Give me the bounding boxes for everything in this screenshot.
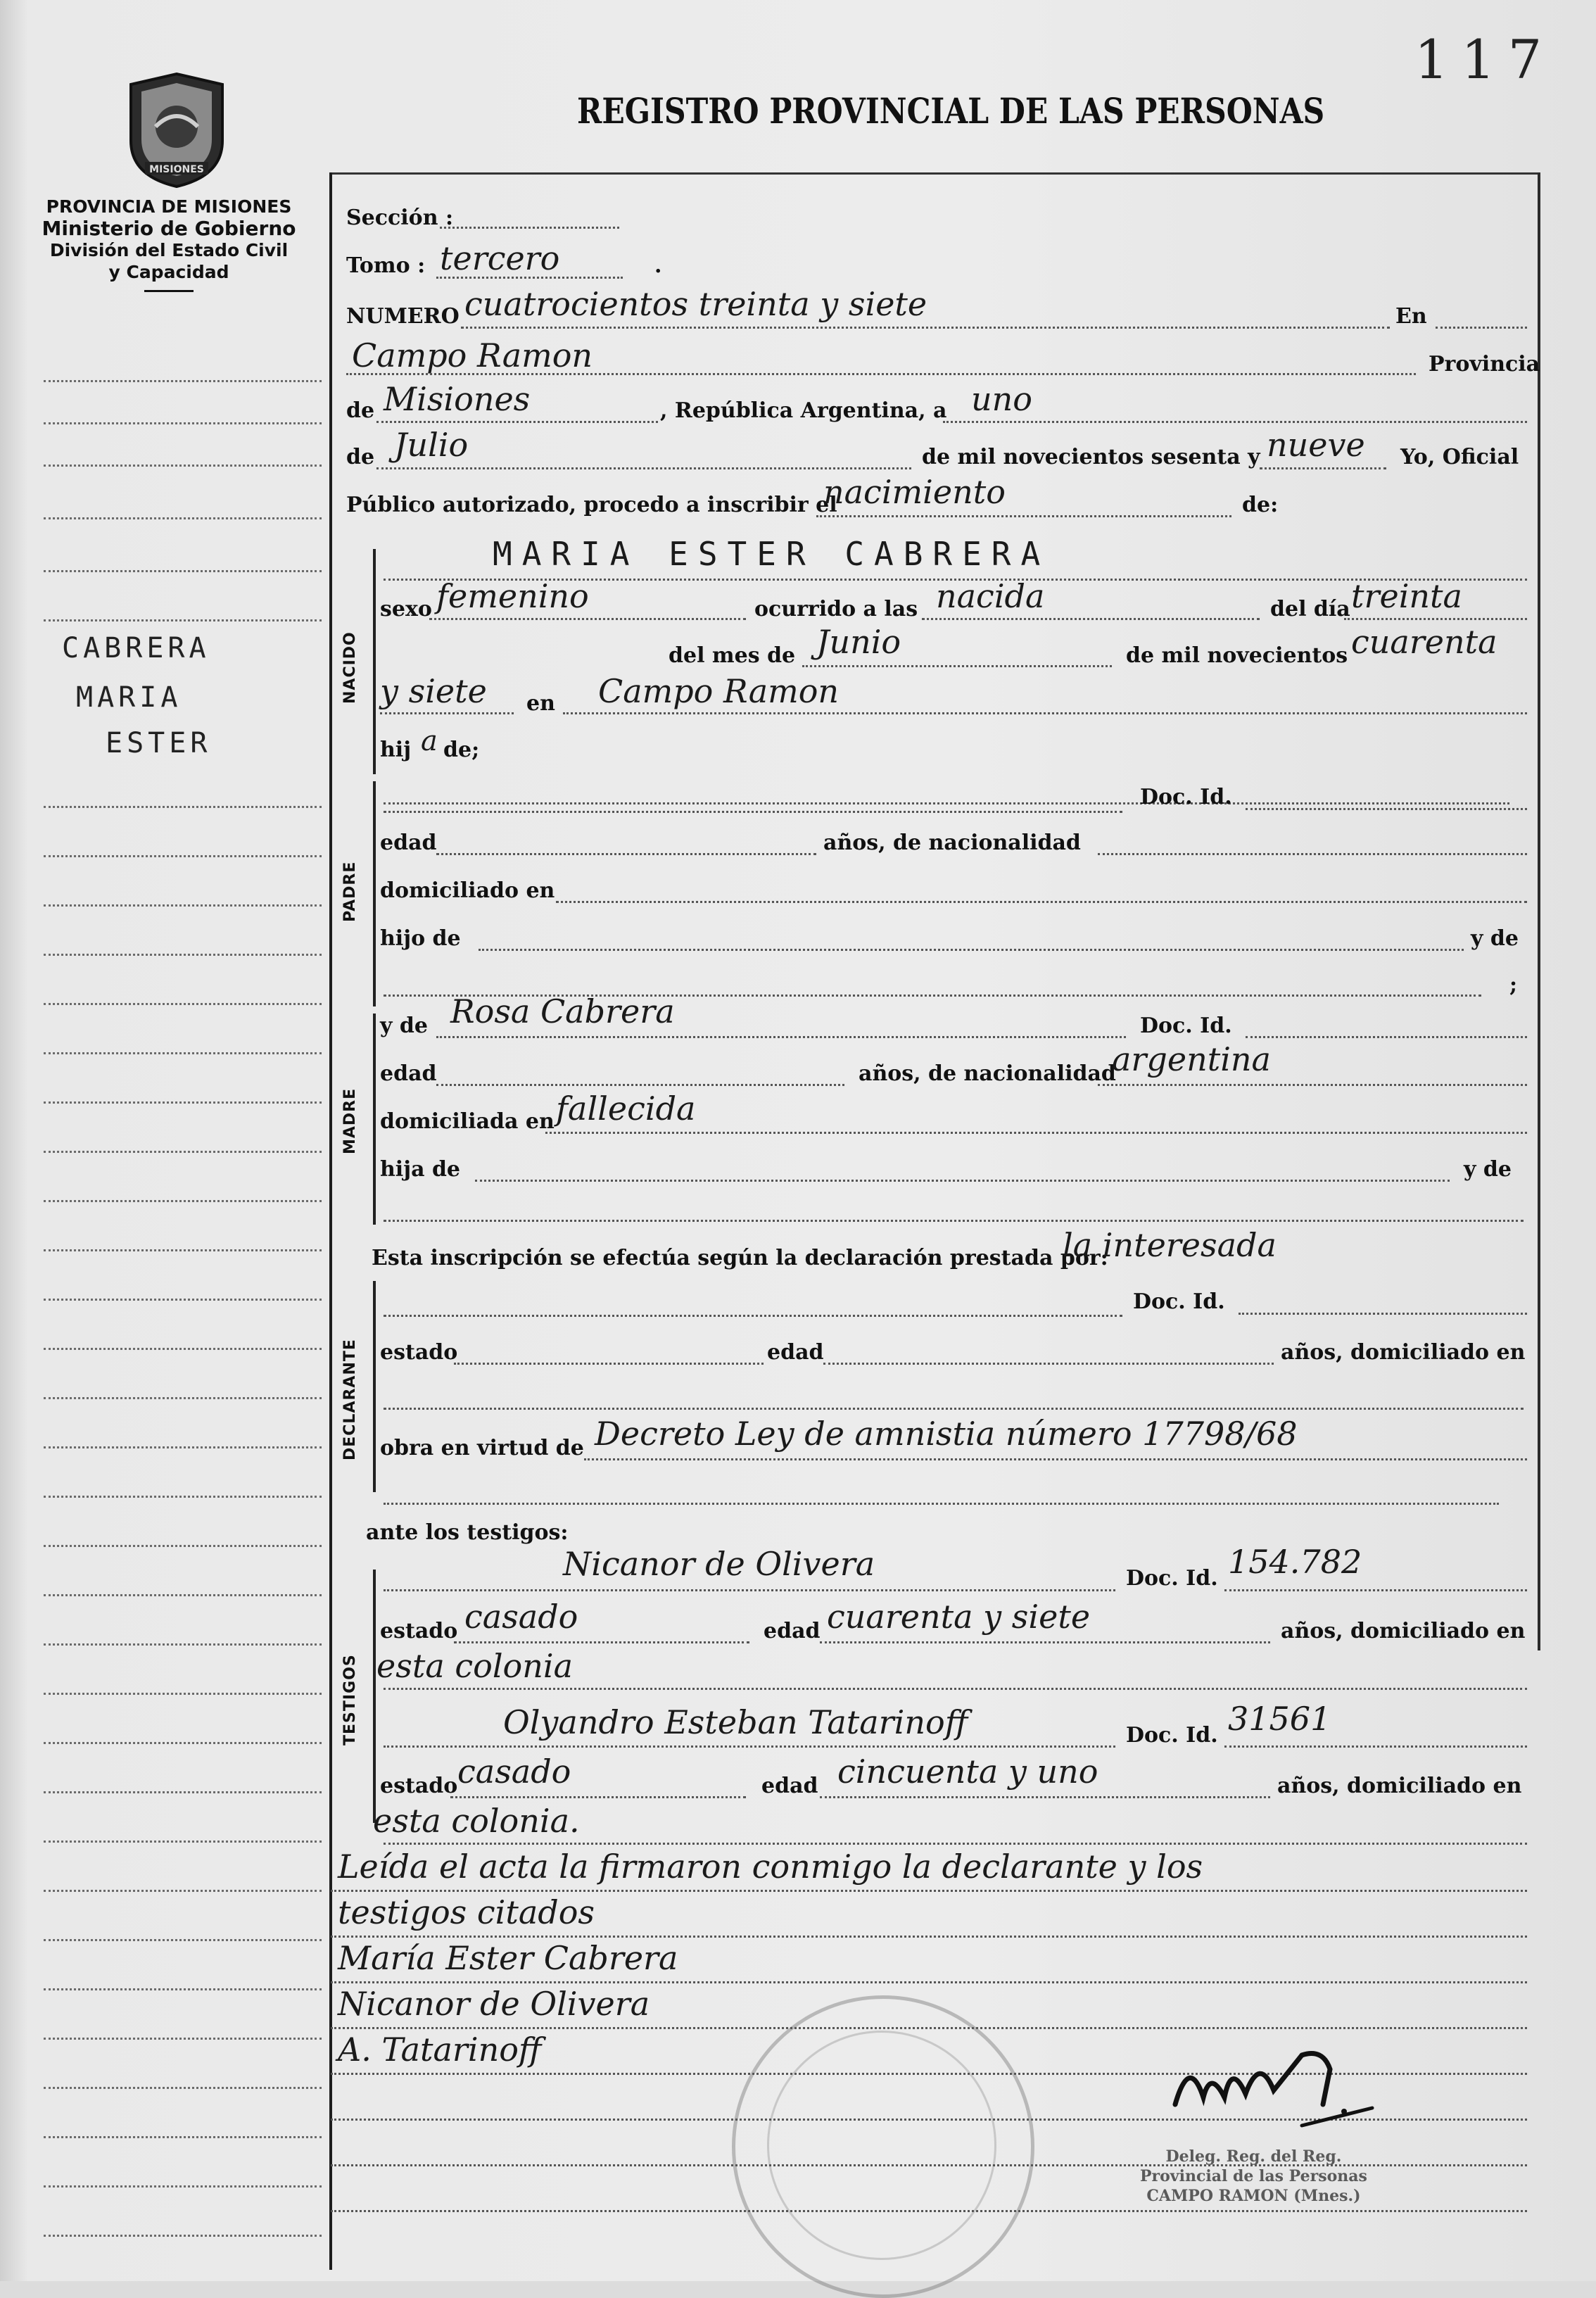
agency-line1: PROVINCIA DE MISIONES xyxy=(46,196,292,217)
hijo-suffix: a xyxy=(421,725,438,757)
page-number: 117 xyxy=(1414,28,1555,91)
declarante-dom-label: años, domiciliado en xyxy=(1281,1340,1526,1365)
agency-block xyxy=(28,196,310,292)
margin-secondname: ESTER xyxy=(106,727,212,759)
seal-text: MISIONES xyxy=(149,164,204,175)
de-label-2: de xyxy=(346,445,375,469)
numero-label: NUMERO xyxy=(346,304,460,329)
hijo-label: hij xyxy=(380,738,412,762)
numero-line xyxy=(461,327,1390,329)
firma-1-rule xyxy=(331,1981,1527,1983)
en-label: En xyxy=(1395,304,1427,329)
hora-value: nacida xyxy=(936,577,1045,615)
testigo1-dom-line xyxy=(384,1688,1527,1690)
madre-nombre-value: Rosa Cabrera xyxy=(450,992,675,1030)
testigos-bracket xyxy=(373,1570,376,1823)
cierre-line2-rule xyxy=(331,1936,1527,1938)
seccion-label: Sección : xyxy=(346,206,454,230)
testigo2-dom-value: esta colonia. xyxy=(373,1802,580,1840)
provincia-label: Provincia xyxy=(1429,352,1540,377)
lugar-nac-value: Campo Ramon xyxy=(598,672,840,710)
provincial-seal-icon xyxy=(124,70,229,190)
testigo2-edad-line xyxy=(820,1796,1270,1798)
madre-doc-line xyxy=(1246,1036,1527,1038)
agency-underline xyxy=(144,290,194,292)
obra-extra-line xyxy=(384,1503,1499,1505)
anio-nac-line-2 xyxy=(380,712,514,714)
de-mil-nov-label: de mil novecientos xyxy=(1126,643,1348,668)
publico-label: Público autorizado, procedo a inscribir el xyxy=(346,493,837,517)
register-title: REGISTRO PROVINCIAL DE LAS PERSONAS xyxy=(577,90,1325,132)
padre-nac-line xyxy=(1098,853,1527,855)
mes-value: Julio xyxy=(394,426,469,464)
frame-right xyxy=(1538,172,1540,1650)
declarante-doc-line xyxy=(1239,1313,1527,1315)
nombre-value: MARIA ESTER CABRERA xyxy=(493,535,1051,573)
de-mil-label: de mil novecientos sesenta y xyxy=(922,445,1260,469)
testigo1-name: Nicanor de Olivera xyxy=(563,1545,875,1583)
decreto-value: Decreto Ley de amnistia número 17798/68 xyxy=(595,1415,1298,1453)
margin-firstname: MARIA xyxy=(76,681,182,714)
testigo2-estado-value: casado xyxy=(457,1753,571,1791)
anio-nac-value: cuarenta xyxy=(1351,623,1497,661)
madre-nac-value: argentina xyxy=(1112,1040,1271,1078)
padre-hijo-line xyxy=(479,949,1464,951)
madre-y-de-label-2: y de xyxy=(1464,1157,1512,1182)
padre-doc-line xyxy=(1246,808,1527,810)
testigo1-edad-value: cuarenta y siete xyxy=(827,1598,1091,1636)
cierre-line2: testigos citados xyxy=(338,1893,595,1931)
testigo2-name: Olyandro Esteban Tatarinoff xyxy=(503,1703,968,1741)
testigo2-doc-value: 31561 xyxy=(1228,1700,1331,1738)
yo-oficial-label: Yo, Oficial xyxy=(1400,445,1519,469)
declarante-value: la interesada xyxy=(1063,1226,1277,1264)
testigo2-edad-label: edad xyxy=(761,1774,818,1798)
de-label-1: de xyxy=(346,398,375,423)
del-mes-label: del mes de xyxy=(669,643,796,668)
madre-side-label: MADRE xyxy=(341,1087,359,1154)
mes-nac-line xyxy=(802,665,1112,667)
tomo-label: Tomo : xyxy=(346,253,426,278)
tomo-line xyxy=(436,277,623,279)
madre-nac-label: años, de nacionalidad xyxy=(859,1061,1116,1086)
ocurrido-label: ocurrido a las xyxy=(754,597,918,621)
padre-edad-line xyxy=(436,853,816,855)
acto-value: nacimiento xyxy=(823,473,1006,511)
lugar-line xyxy=(346,373,1416,375)
testigo2-dom-label: años, domiciliado en xyxy=(1277,1774,1522,1798)
obra-line xyxy=(584,1458,1527,1460)
madre-y-de-label: y de xyxy=(380,1014,428,1038)
madre-doc-label: Doc. Id. xyxy=(1140,1014,1232,1038)
seccion-line xyxy=(440,227,619,229)
madre-edad-label: edad xyxy=(380,1061,437,1086)
nacido-side-label: NACIDO xyxy=(341,631,359,704)
padre-edad-label: edad xyxy=(380,831,437,855)
official-stamp-inner xyxy=(767,2031,996,2260)
agency-line4: y Capacidad xyxy=(108,262,229,282)
dia-line xyxy=(943,421,1527,423)
anio-line xyxy=(1260,467,1386,469)
testigo1-estado-label: estado xyxy=(380,1619,458,1643)
testigos-side-label: TESTIGOS xyxy=(341,1654,359,1745)
padre-top-line xyxy=(384,802,1509,804)
margin-surname: CABRERA xyxy=(62,632,210,664)
cierre-line1: Leída el acta la firmaron conmigo la declarante y los xyxy=(338,1848,1203,1886)
anio-nac-value-2: y siete xyxy=(380,672,487,710)
obra-label: obra en virtud de xyxy=(380,1436,584,1460)
declarante-doc-label: Doc. Id. xyxy=(1133,1289,1225,1314)
de-colon-label: de: xyxy=(1242,493,1279,517)
madre-nombre-line xyxy=(436,1036,1126,1038)
testigo2-dom-line xyxy=(384,1843,1527,1845)
sexo-line xyxy=(429,618,746,620)
padre-y-de-label: y de xyxy=(1471,926,1519,951)
madre-dom-value: fallecida xyxy=(556,1090,696,1128)
testigo2-estado-line xyxy=(450,1796,746,1798)
testigo2-doc-label: Doc. Id. xyxy=(1126,1723,1218,1748)
testigo1-doc-value: 154.782 xyxy=(1228,1543,1362,1581)
mes-line xyxy=(376,467,911,469)
padre-dom-line xyxy=(556,901,1527,903)
tomo-value: tercero xyxy=(440,239,560,277)
agency-line2: Ministerio de Gobierno xyxy=(42,217,296,240)
de-semicolon-label: de; xyxy=(443,738,480,762)
padre-bracket xyxy=(373,781,376,1006)
cierre-line1-rule xyxy=(331,1890,1527,1892)
madre-extra-line xyxy=(384,1220,1524,1222)
provincia-line xyxy=(376,421,658,423)
frame-top xyxy=(329,172,1540,175)
hora-line xyxy=(922,618,1260,620)
testigo1-dom-label: años, domiciliado en xyxy=(1281,1619,1526,1643)
sexo-value: femenino xyxy=(436,577,589,615)
sexo-label: sexo xyxy=(380,597,432,621)
republica-label: , República Argentina, a xyxy=(660,398,947,423)
firma-2: Nicanor de Olivera xyxy=(338,1985,650,2023)
madre-dom-label: domiciliada en xyxy=(380,1109,555,1134)
delegation-line1: Deleg. Reg. del Reg. xyxy=(1165,2147,1342,2166)
padre-semicolon: ; xyxy=(1509,973,1518,997)
declarante-estado-label: estado xyxy=(380,1340,458,1365)
declarante-estado-line xyxy=(454,1363,764,1365)
testigo1-doc-line xyxy=(1224,1589,1527,1591)
padre-nac-label: años, de nacionalidad xyxy=(823,831,1081,855)
acto-line xyxy=(816,515,1231,517)
testigo1-edad-line xyxy=(820,1641,1270,1643)
tomo-period: . xyxy=(654,253,662,278)
margin-divider xyxy=(329,172,332,2270)
delegation-line2: Provincial de las Personas xyxy=(1140,2167,1367,2185)
delegation-line3: CAMPO RAMON (Mnes.) xyxy=(1146,2187,1361,2205)
testigo2-estado-label: estado xyxy=(380,1774,458,1798)
inscripcion-label: Esta inscripción se efectúa según la declaración prestada por: xyxy=(372,1246,1108,1270)
lugar-value: Campo Ramon xyxy=(352,336,593,374)
padre-hijo-label: hijo de xyxy=(380,926,461,951)
firma-3: A. Tatarinoff xyxy=(338,2031,542,2069)
testigo1-dom-value: esta colonia xyxy=(376,1647,573,1685)
testigo1-doc-label: Doc. Id. xyxy=(1126,1566,1218,1591)
declarante-dom-line xyxy=(384,1408,1524,1410)
nacido-bracket xyxy=(373,549,376,774)
anio-value: nueve xyxy=(1267,426,1365,464)
provincia-value: Misiones xyxy=(384,380,531,418)
testigo2-doc-line xyxy=(1224,1745,1527,1748)
dia-value: uno xyxy=(971,380,1032,418)
madre-nac-line xyxy=(1098,1084,1527,1086)
declarante-side-label: DECLARANTE xyxy=(341,1339,359,1460)
en-small-label: en xyxy=(526,691,555,716)
padre-side-label: PADRE xyxy=(341,861,359,922)
agency-line3: División del Estado Civil xyxy=(49,240,289,260)
padre-name-line xyxy=(384,811,1122,813)
declarante-bracket xyxy=(373,1281,376,1492)
madre-edad-line xyxy=(436,1084,844,1086)
dia-nac-line xyxy=(1344,618,1527,620)
madre-hija-label: hija de xyxy=(380,1157,461,1182)
en-line xyxy=(1436,327,1527,329)
delegation-stamp xyxy=(1140,2147,1367,2206)
padre-dom-label: domiciliado en xyxy=(380,878,555,903)
testigo1-edad-label: edad xyxy=(764,1619,821,1643)
ante-label: ante los testigos: xyxy=(366,1520,569,1545)
testigo1-estado-value: casado xyxy=(464,1598,578,1636)
declarante-name-line xyxy=(384,1315,1122,1317)
declarante-edad-line xyxy=(823,1363,1274,1365)
declarante-edad-label: edad xyxy=(767,1340,824,1365)
testigo2-name-line xyxy=(384,1745,1115,1748)
dia-nac-value: treinta xyxy=(1351,577,1462,615)
lugar-nac-line xyxy=(563,712,1527,714)
madre-bracket xyxy=(373,1014,376,1225)
testigo1-name-line xyxy=(384,1589,1115,1591)
firma-1: María Ester Cabrera xyxy=(338,1939,678,1977)
madre-dom-line xyxy=(545,1132,1527,1134)
madre-hija-line xyxy=(475,1180,1450,1182)
official-signature-icon xyxy=(1161,2027,1429,2133)
mes-nac-value: Junio xyxy=(816,623,901,661)
testigo1-estado-line xyxy=(454,1641,749,1643)
numero-value: cuatrocientos treinta y siete xyxy=(464,285,927,323)
del-dia-label: del día xyxy=(1270,597,1350,621)
padre-doc-label: Doc. Id. xyxy=(1140,785,1232,809)
testigo2-edad-value: cincuenta y uno xyxy=(837,1753,1098,1791)
